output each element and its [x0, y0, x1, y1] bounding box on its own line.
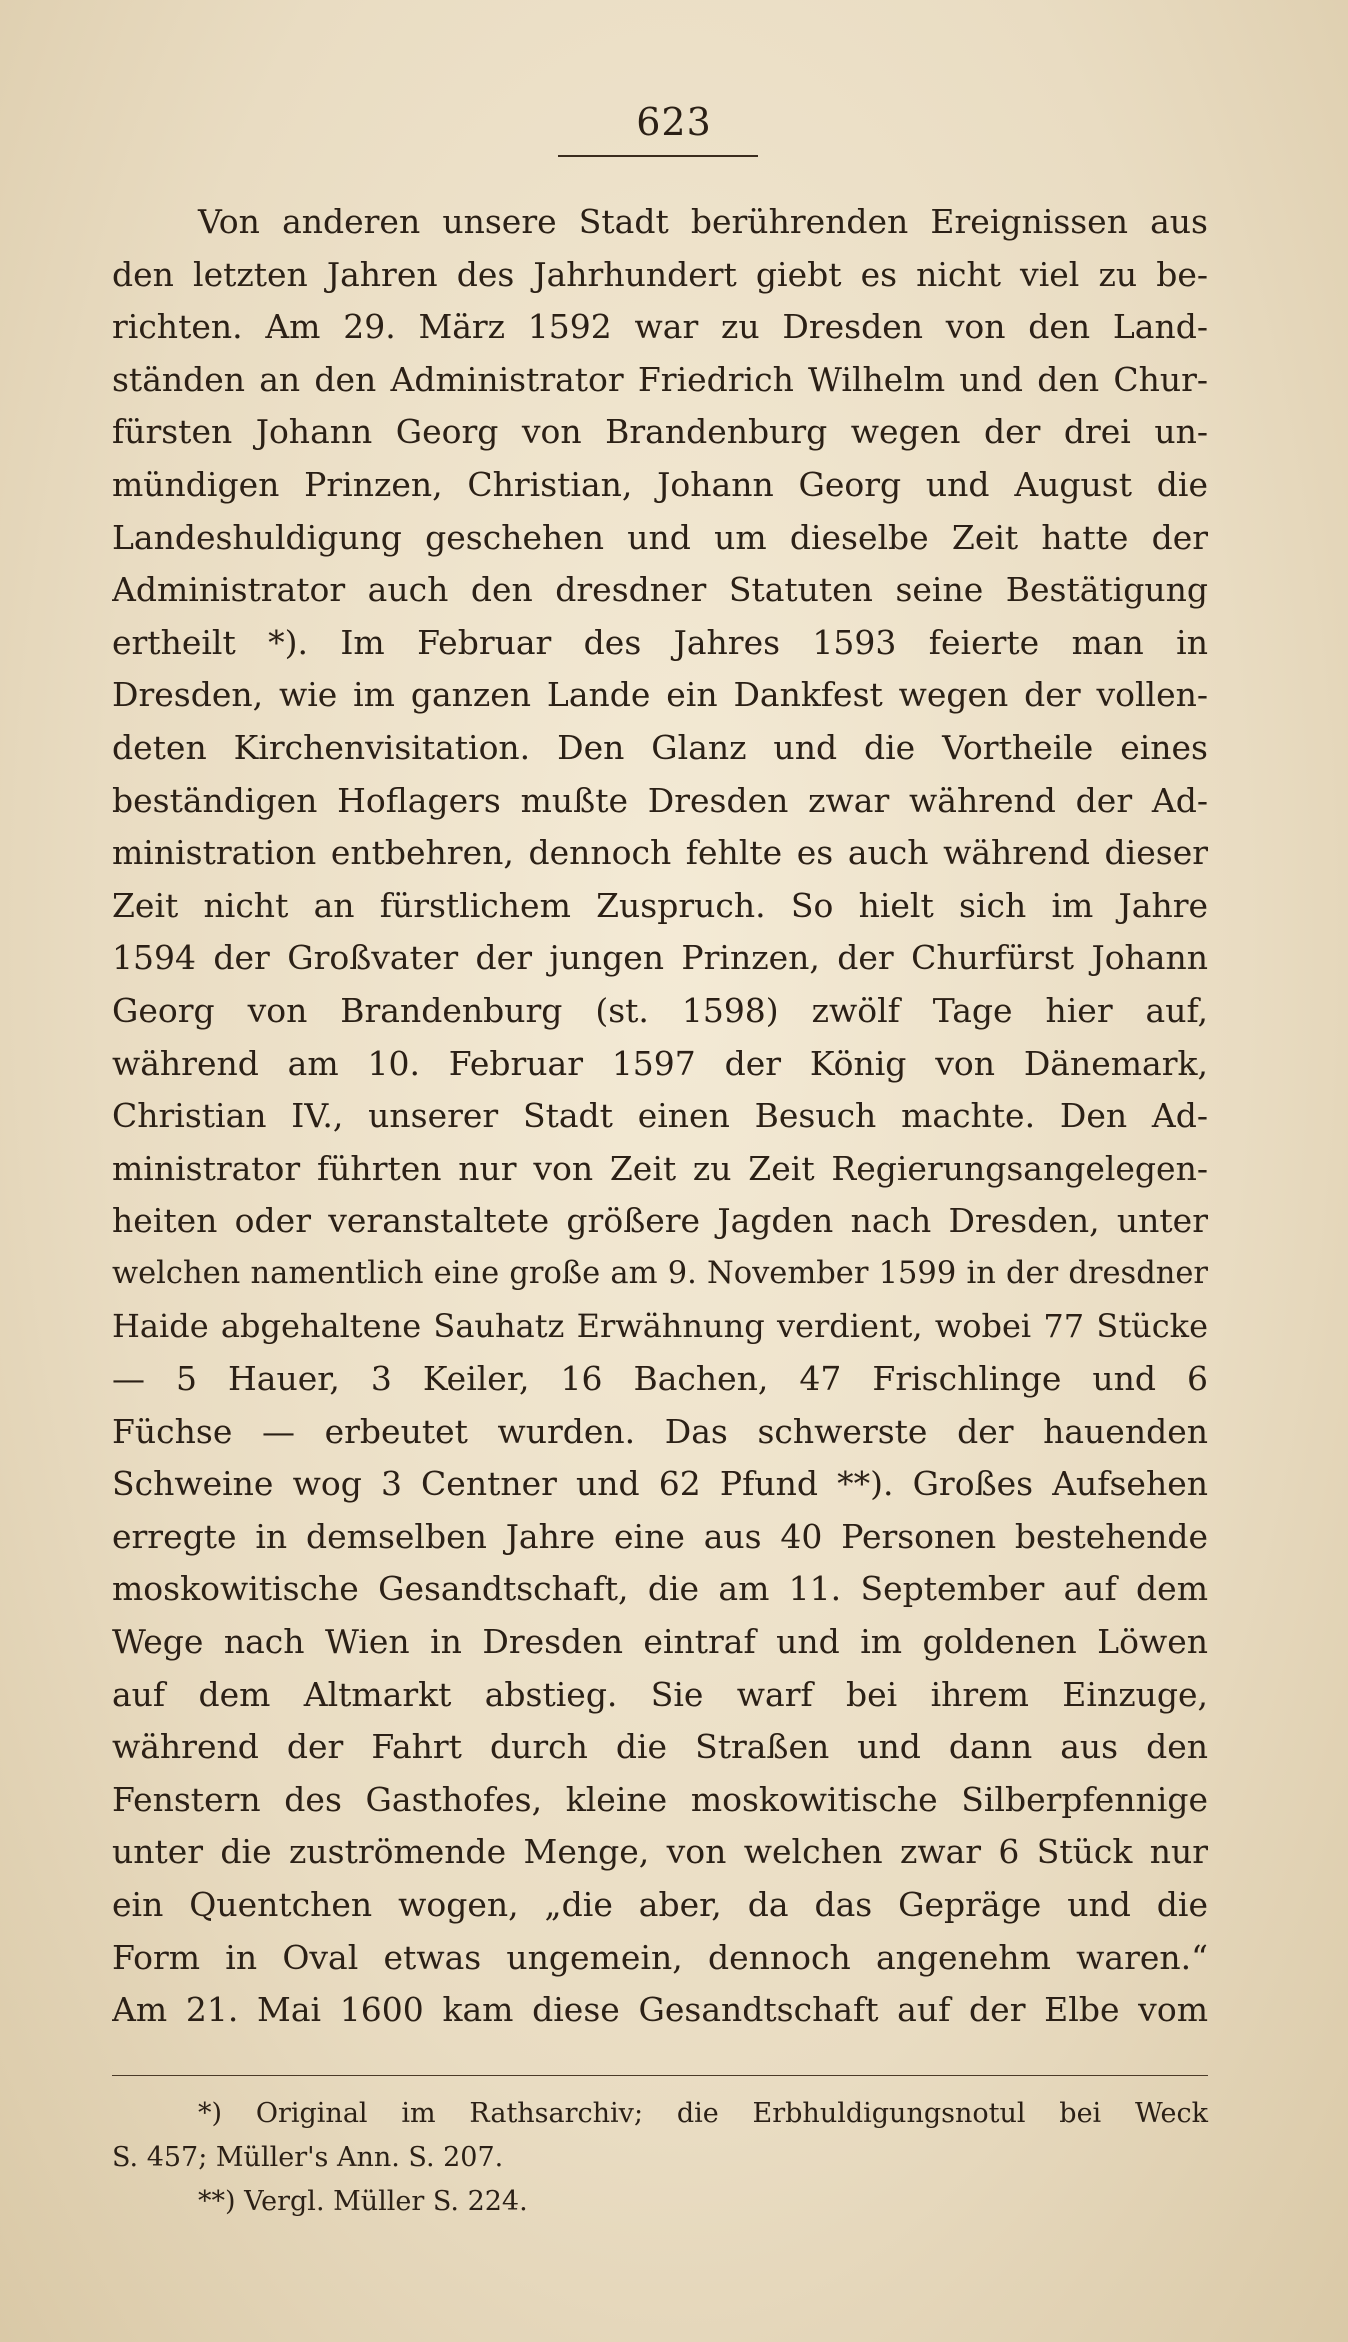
text-line: den letzten Jahren des Jahrhundert giebt es nicht viel zu be-	[112, 254, 1208, 294]
text-line: auf dem Altmarkt abstieg. Sie warf bei ihrem Einzuge,	[112, 1674, 1208, 1714]
text-line: — 5 Hauer, 3 Keiler, 16 Bachen, 47 Frischlinge und 6	[112, 1359, 1208, 1399]
text-line: ministration entbehren, dennoch fehlte es auch während dieser	[112, 833, 1208, 873]
text-line: richten. Am 29. März 1592 war zu Dresden von den Land-	[112, 307, 1208, 347]
text-line: ministrator führten nur von Zeit zu Zeit Regierungsangelegen-	[112, 1148, 1208, 1188]
page-number: 623	[636, 100, 712, 144]
text-line: deten Kirchenvisitation. Den Glanz und die Vortheile eines	[112, 727, 1208, 767]
text-line: während am 10. Februar 1597 der König von Dänemark,	[112, 1043, 1208, 1083]
text-line: Dresden, wie im ganzen Lande ein Dankfest wegen der vollen-	[112, 675, 1208, 715]
text-line: unter die zuströmende Menge, von welchen zwar 6 Stück nur	[112, 1832, 1208, 1872]
text-line: Landeshuldigung geschehen und um dieselbe Zeit hatte der	[112, 517, 1208, 557]
text-line: Christian IV., unserer Stadt einen Besuch machte. Den Ad-	[112, 1096, 1208, 1136]
text-line: welchen namentlich eine große am 9. November 1599 in der dresdner	[112, 1255, 1208, 1291]
text-line: ertheilt *). Im Februar des Jahres 1593 feierte man in	[112, 622, 1208, 662]
text-line: Wege nach Wien in Dresden eintraf und im goldenen Löwen	[112, 1622, 1208, 1662]
text-line: Administrator auch den dresdner Statuten seine Bestätigung	[112, 570, 1208, 610]
text-line: fürsten Johann Georg von Brandenburg wegen der drei un-	[112, 412, 1208, 452]
footnote-line: **) Vergl. Müller S. 224.	[198, 2186, 528, 2217]
text-line: Am 21. Mai 1600 kam diese Gesandtschaft auf der Elbe vom	[112, 1990, 1208, 2030]
text-line: heiten oder veranstaltete größere Jagden nach Dresden, unter	[112, 1201, 1208, 1241]
main-text	[112, 196, 1208, 2037]
text-line: Von anderen unsere Stadt berührenden Ereignissen aus	[198, 202, 1208, 241]
page-number-rule	[558, 155, 758, 157]
text-line: Haide abgehaltene Sauhatz Erwähnung verdient, wobei 77 Stücke	[112, 1307, 1208, 1346]
text-line: während der Fahrt durch die Straßen und dann aus den	[112, 1727, 1208, 1767]
text-line: Schweine wog 3 Centner und 62 Pfund **). Großes Aufsehen	[112, 1464, 1208, 1504]
text-line: Fenstern des Gasthofes, kleine moskowitische Silberpfennige	[112, 1779, 1208, 1819]
text-line: ständen an den Administrator Friedrich Wilhelm und den Chur-	[112, 359, 1208, 399]
text-line: erregte in demselben Jahre eine aus 40 Personen bestehende	[112, 1516, 1208, 1556]
text-line: ein Quentchen wogen, „die aber, da das Gepräge und die	[112, 1885, 1208, 1924]
text-line: Füchse — erbeutet wurden. Das schwerste der hauenden	[112, 1411, 1208, 1451]
footnote-divider	[112, 2075, 1208, 2076]
footnote-line: *) Original im Rathsarchiv; die Erbhuldigungsnotul bei Weck	[198, 2098, 1208, 2129]
text-line: moskowitische Gesandtschaft, die am 11. September auf dem	[112, 1569, 1208, 1609]
text-line: beständigen Hoflagers mußte Dresden zwar während der Ad-	[112, 780, 1208, 820]
text-line: mündigen Prinzen, Christian, Johann Georg und August die	[112, 464, 1208, 504]
footnote-line: S. 457; Müller's Ann. S. 207.	[112, 2142, 504, 2173]
text-line: Zeit nicht an fürstlichem Zuspruch. So hielt sich im Jahre	[112, 885, 1208, 925]
text-line: Georg von Brandenburg (st. 1598) zwölf Tage hier auf,	[112, 990, 1208, 1030]
footnotes	[112, 2092, 1208, 2224]
text-line: Form in Oval etwas ungemein, dennoch angenehm waren.“	[112, 1937, 1208, 1977]
text-line: 1594 der Großvater der jungen Prinzen, der Churfürst Johann	[112, 938, 1208, 978]
